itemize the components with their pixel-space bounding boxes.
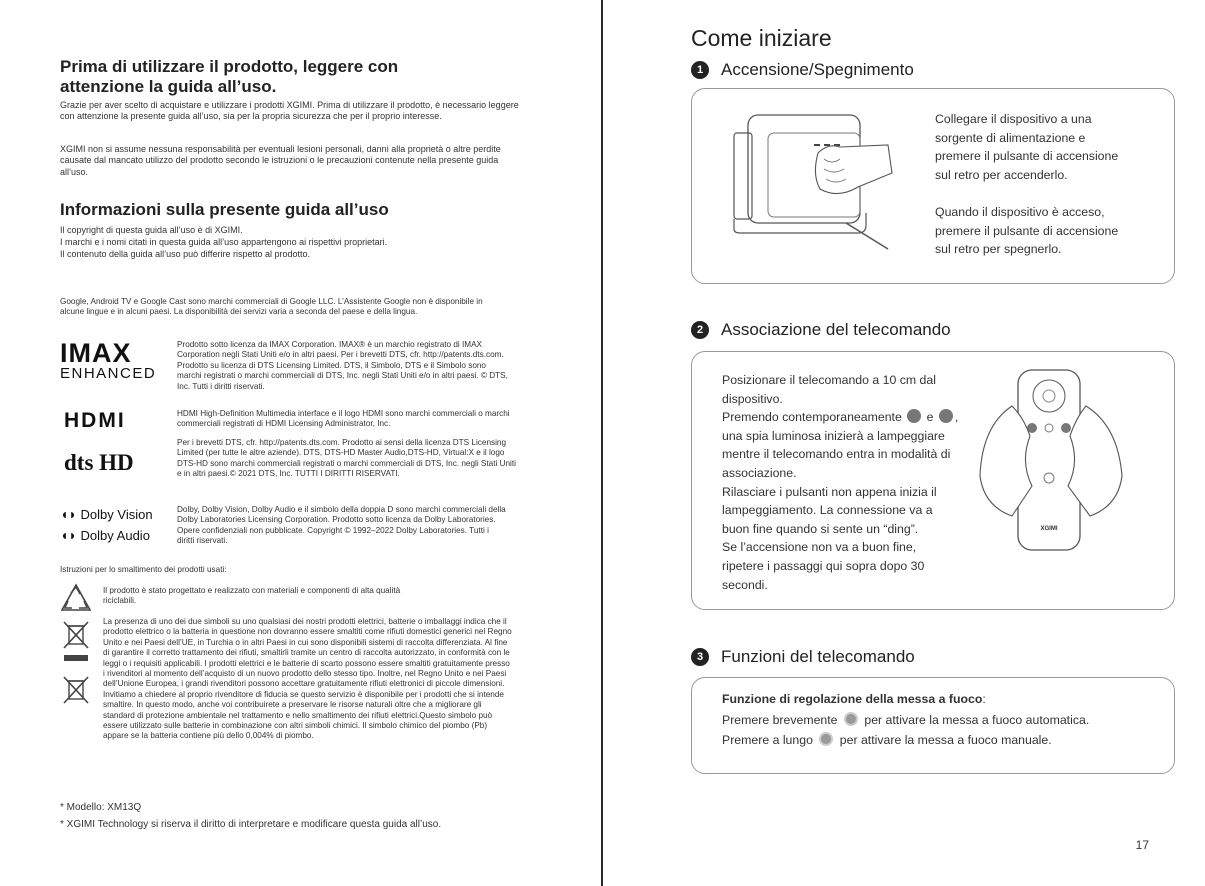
pair-line-3b: e — [926, 410, 934, 425]
power-line-2: sorgente di alimentazione e — [935, 130, 1086, 145]
focus-title-line — [722, 690, 1089, 709]
focus-long-a: Premere a lungo — [722, 733, 813, 748]
remote-brand-label: XGIMI — [1040, 526, 1058, 532]
pair-line-4: una spia luminosa inizierà a lampeggiare — [722, 428, 945, 443]
power-line-3: premere il pulsante di accensione — [935, 149, 1119, 164]
recycle-icon — [60, 583, 92, 613]
heading-before-use: Prima di utilizzare il prodotto, leggere con attenzione la guida all’uso. — [60, 57, 399, 96]
hdmi-text: HDMI High-Definition Multimedia interface e il logo HDMI sono marchi commerciali o marchi commerciali registrati di HDMI Licensing Administrator, Inc. — [177, 409, 510, 429]
pair-line-7: Rilasciare i pulsanti non appena inizia il — [722, 484, 937, 499]
power-line-1: Collegare il dispositivo a una — [935, 112, 1092, 126]
dolby-audio-logo — [60, 527, 150, 543]
focus-long-line — [722, 731, 1089, 750]
dolby-vision-logo — [60, 506, 153, 522]
pair-line-6: associazione. — [722, 465, 797, 480]
projector-power-illustration — [728, 103, 898, 253]
focus-instructions — [722, 690, 1089, 750]
focus-title-colon: : — [982, 692, 986, 706]
remote-pairing-illustration — [972, 366, 1132, 556]
weee-bin-battery-icon — [62, 675, 90, 707]
hdmi-logo: HDMI — [64, 409, 126, 432]
power-spacer — [935, 184, 1118, 203]
step-label-remote-functions: Funzioni del telecomando — [721, 647, 915, 666]
pair-line-1: Posizionare il telecomando a 10 cm dal — [722, 373, 936, 387]
power-line-8: sul retro per spegnerlo. — [935, 242, 1062, 257]
info-line-2: I marchi e i nomi citati in questa guida all’uso appartengono ai rispettivi proprietari. — [60, 237, 388, 247]
pair-line-8: lampeggiamento. La connessione va a — [722, 503, 933, 518]
imax-enhanced-logo — [60, 340, 164, 382]
weee-text: La presenza di uno dei due simboli su uno qualsiasi dei nostri prodotti elettrici, batterie o imballaggi indica che il prodotto elettrico o la batteria in questione non dovranno essere smaltiti come rifiuti domestici generici nel Regno Unito e nei Paesi dell’UE, in Turchia o in altri Paesi in cui sono disponibili sistemi di raccolta differenziata. Al fine di garantire il corretto trattamento dei rifiuti, smaltirli tramite un centro di raccolta autorizzato, in conformità con le leggi o i requisiti applicabili. I prodotti elettrici e le batterie di scarto possono essere smaltiti gratuitamente presso i rivenditori al momento dell’acquisto di un nuovo prodotto dello stesso tipo. Inoltre, nel Regno Unito e nei Paesi dell’Unione Europea, i grandi rivenditori possono accettare gratuitamente rifiuti elettronici di piccole dimensioni. Invitiamo a chiedere al proprio rivenditore di fiducia se questo servizio è disponibile per i prodotti che si intende smaltire. In questo modo, anche voi contribuirete a preservare le risorse naturali oltre che a migliorare gli standard di protezione ambientale nel trattamento e nello smaltimento dei rifiuti elettrici.Questo simbolo può essere utilizzato sulle batterie in combinazione con altri simboli chimici. Il simbolo chimico del piombo (Pb) appare se la batteria contiene più dello 0,004% di piombo. — [103, 617, 512, 741]
focus-button-icon — [844, 712, 858, 726]
focus-title: Funzione di regolazione della messa a fuoco — [722, 692, 983, 706]
home-button-icon — [939, 409, 953, 423]
imax-logo-top: IMAX — [60, 338, 132, 368]
heading-guide-info: Informazioni sulla presente guida all’uso — [60, 200, 389, 219]
dolby-vision-label: Dolby Vision — [80, 507, 153, 522]
page-number: 17 — [1135, 838, 1149, 852]
focus-short-b: per attivare la messa a fuoco automatica. — [864, 712, 1090, 727]
left-page — [0, 0, 602, 886]
power-line-6: Quando il dispositivo è acceso, — [935, 204, 1105, 219]
remote-functions-card — [691, 677, 1175, 774]
pair-line-5: mentre il telecomando entra in modalità di — [722, 447, 951, 462]
focus-short-line — [722, 711, 1089, 730]
power-line-7: premere il pulsante di accensione — [935, 223, 1119, 238]
dts-hd-logo: dts HD — [64, 450, 134, 475]
focus-long-b: per attivare la messa a fuoco manuale. — [839, 733, 1052, 748]
pair-line-2: dispositivo. — [722, 391, 783, 406]
imax-logo-bottom: ENHANCED — [60, 365, 157, 382]
pair-line-11: ripetere i passaggi qui sopra dopo 30 — [722, 558, 925, 573]
dolby-dd-icon: ◖◗ — [60, 506, 77, 522]
step-number-1: 1 — [691, 61, 709, 79]
info-line-1: Il copyright di questa guida all’uso è di XGIMI. — [60, 225, 243, 235]
dolby-dd-icon-2: ◖◗ — [60, 527, 77, 543]
step-number-3: 3 — [691, 648, 709, 666]
focus-button-icon-2 — [819, 732, 833, 746]
rights-note: * XGIMI Technology si riserva il diritto di interpretare e modificare questa guida all’uso. — [60, 819, 442, 830]
dts-text: Per i brevetti DTS, cfr. http://patents.dts.com. Prodotto ai sensi della licenza DTS Licensing Limited (per tutte le altre aziende). DTS, DTS-HD Master Audio,DTS-HD, Virtual:X e il logo DTS-HD sono marchi commerciali registrati o marchi commerciali di DTS, Inc. negli Stati Uniti e in altri paesi.© 2021 DTS, Inc. TUTTI I DIRITTI RISERVATI. — [177, 438, 516, 479]
step-pairing — [691, 320, 951, 340]
power-line-4: sul retro per accenderlo. — [935, 167, 1068, 182]
recycle-text: Il prodotto è stato progettato e realizzato con materiali e componenti di alta qualità riciclabili. — [103, 586, 401, 606]
imax-text: Prodotto sotto licenza da IMAX Corporation. IMAX® è un marchio registrato di IMAX Corporation negli Stati Uniti e/o in altri paesi. Per i brevetti DTS, cfr. http://patents.dts.com. Prodotto su licenza di DTS Licensing Limited. DTS, il Simbolo, DTS e il Simbolo sono marchi registrati o marchi commerciali di DTS, Inc. negli Stati Uniti e/o in altri paesi. © DTS, Inc. Tutti i diritti riservati. — [177, 340, 508, 391]
power-card — [691, 88, 1175, 284]
pairing-instructions — [722, 371, 958, 594]
info-line-3: Il contenuto della guida all’uso può differire rispetto al prodotto. — [60, 249, 310, 259]
back-button-icon — [907, 409, 921, 423]
google-trademark-text: Google, Android TV e Google Cast sono marchi commerciali di Google LLC. L’Assistente Google non è disponibile in alcune lingue e in alcuni paesi. La disponibilità dei servizi varia a seconda del paese e della lingua. — [60, 297, 483, 317]
weee-bin-icon — [62, 620, 90, 662]
right-page — [603, 0, 1205, 886]
pairing-card — [691, 351, 1175, 610]
disposal-title: Istruzioni per lo smaltimento dei prodotti usati: — [60, 565, 227, 574]
dolby-audio-label: Dolby Audio — [80, 528, 150, 543]
step-label-pairing: Associazione del telecomando — [721, 320, 951, 339]
pair-line-3 — [722, 408, 958, 427]
step-number-2: 2 — [691, 321, 709, 339]
liability-paragraph: XGIMI non si assume nessuna responsabilità per eventuali lesioni personali, danni alla proprietà o altre perdite causate dal mancato utilizzo del prodotto secondo le istruzioni o le precauzioni contenute nella presente guida all’uso. — [60, 144, 501, 177]
step-label-power: Accensione/Spegnimento — [721, 60, 914, 79]
pair-line-9: buon fine quando si sente un “ding”. — [722, 521, 919, 536]
power-instructions — [935, 110, 1118, 259]
pair-line-10: Se l’accensione non va a buon fine, — [722, 540, 917, 555]
page-title: Come iniziare — [691, 25, 832, 51]
pair-line-12: secondi. — [722, 577, 768, 592]
pair-line-3a: Premendo contemporaneamente — [722, 410, 902, 425]
focus-short-a: Premere brevemente — [722, 712, 838, 727]
dolby-text: Dolby, Dolby Vision, Dolby Audio e il simbolo della doppia D sono marchi commerciali della Dolby Laboratories Licensing Corporation. Prodotto sotto licenza da Dolby Laboratories. Opere confidenziali non pubblicate. Copyright © 1992–2022 Dolby Laboratories. Tutti i diritti riservati. — [177, 505, 506, 546]
pair-line-3c: , — [954, 410, 959, 425]
intro-paragraph: Grazie per aver scelto di acquistare e utilizzare i prodotti XGIMI. Prima di utilizzare il prodotto, è necessario leggere con attenzione la presente guida all’uso, sia per la propria sicurezza che per il proprio interesse. — [60, 100, 519, 122]
model-note: * Modello: XM13Q — [60, 802, 142, 813]
step-remote-functions — [691, 647, 915, 667]
step-power — [691, 60, 914, 80]
